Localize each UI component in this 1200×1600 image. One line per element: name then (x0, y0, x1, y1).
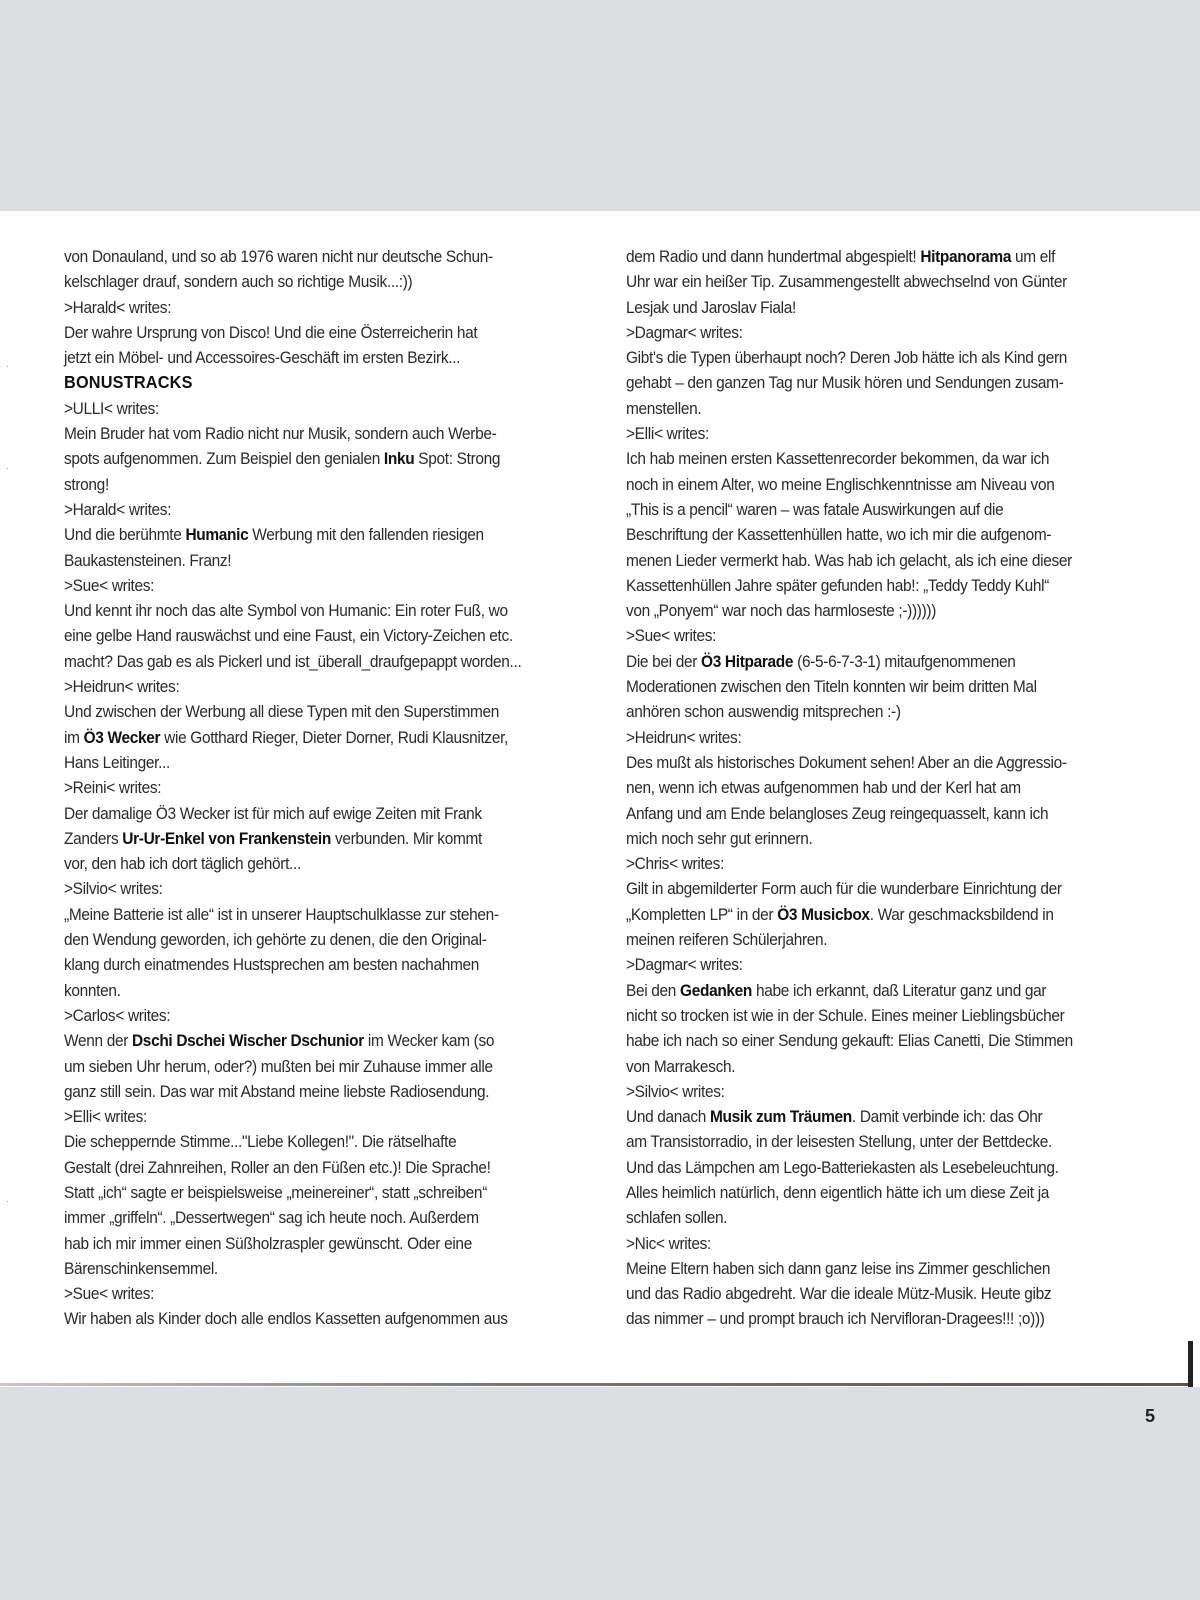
text-run: >Elli< writes: (626, 424, 709, 444)
text-run: Wenn der (64, 1031, 132, 1051)
text-run: und das Radio abgedreht. War die ideale Mütz-Musik. Heute gibz (626, 1284, 1052, 1304)
text-line (64, 1028, 588, 1053)
text-run: Die scheppernde Stimme..."Liebe Kollegen!". Die rätselhafte (64, 1132, 457, 1152)
scan-mark: · (6, 1196, 10, 1207)
text-run: >Sue< writes: (626, 626, 717, 646)
text-line (626, 801, 1150, 826)
text-line (626, 1104, 1150, 1129)
text-line (626, 396, 1150, 421)
text-line (64, 497, 588, 522)
text-run: Spot: Strong (414, 449, 501, 469)
scan-mark: · (6, 463, 10, 474)
text-line (626, 750, 1150, 775)
text-line (626, 244, 1150, 269)
text-line (626, 851, 1150, 876)
text-run: Werbung mit den fallenden riesigen (248, 525, 484, 545)
text-line (626, 927, 1150, 952)
text-line (626, 952, 1150, 977)
text-run: Des mußt als historisches Dokument sehen! Aber an die Aggressio- (626, 752, 1067, 772)
document-page (0, 211, 1200, 1426)
text-run: ganz still sein. Das war mit Abstand meine liebste Radiosendung. (64, 1081, 490, 1101)
text-run: Mein Bruder hat vom Radio nicht nur Musik, sondern auch Werbe- (64, 424, 497, 444)
text-run: >ULLI< writes: (64, 398, 159, 418)
text-run: anhören schon auswendig mitsprechen :-) (626, 702, 901, 722)
text-run: nicht so trocken ist wie in der Schule. Eines meiner Lieblingsbücher (626, 1005, 1065, 1025)
text-line (64, 649, 588, 674)
bold-term: Hitpanorama (920, 247, 1012, 266)
text-line (64, 295, 588, 320)
text-run: Gestalt (drei Zahnreihen, Roller an den Füßen etc.)! Die Sprache! (64, 1157, 491, 1177)
text-line (64, 421, 588, 446)
text-run: wie Gotthard Rieger, Dieter Dorner, Rudi Klausnitzer, (160, 727, 509, 747)
text-run: noch in einem Alter, wo meine Englischkenntnisse am Niveau von (626, 474, 1055, 494)
text-run: mich noch sehr gut erinnern. (626, 828, 813, 848)
text-run: menstellen. (626, 398, 702, 418)
text-run: im (64, 727, 84, 747)
text-line (64, 548, 588, 573)
text-run: >Silvio< writes: (64, 879, 163, 899)
text-run: Alles heimlich natürlich, denn eigentlich hätte ich um diese Zeit ja (626, 1182, 1050, 1202)
text-run: schlafen sollen. (626, 1208, 728, 1228)
text-run: Und kennt ihr noch das alte Symbol von Humanic: Ein roter Fuß, wo (64, 601, 508, 621)
text-line (626, 1281, 1150, 1306)
text-line (626, 573, 1150, 598)
text-line (626, 497, 1150, 522)
right-column (626, 244, 1150, 1332)
section-heading (64, 370, 588, 395)
text-line (626, 295, 1150, 320)
text-run: den Wendung geworden, ich gehörte zu denen, die den Original- (64, 930, 487, 950)
text-run: Zanders (64, 828, 123, 848)
text-run: habe ich erkannt, daß Literatur ganz und gar (752, 980, 1047, 1000)
text-run: >Silvio< writes: (626, 1081, 725, 1101)
text-line (626, 699, 1150, 724)
text-run: Bärenschinkensemmel. (64, 1258, 218, 1278)
text-line (626, 446, 1150, 471)
text-run: Die bei der (626, 651, 702, 671)
text-run: „Kompletten LP“ in der (626, 904, 778, 924)
bold-term: Ö3 Wecker (83, 727, 161, 747)
text-run: >Sue< writes: (64, 1284, 155, 1304)
text-line (64, 623, 588, 648)
text-line (64, 1129, 588, 1154)
text-line (64, 927, 588, 952)
text-run: Ich hab meinen ersten Kassettenrecorder bekommen, da war ich (626, 449, 1050, 469)
text-line (626, 1054, 1150, 1079)
text-run: Der damalige Ö3 Wecker ist für mich auf ewige Zeiten mit Frank (64, 803, 482, 823)
text-line (626, 775, 1150, 800)
text-line (626, 345, 1150, 370)
text-line (64, 1256, 588, 1281)
text-line (64, 775, 588, 800)
text-line (626, 1129, 1150, 1154)
text-run: hab ich mir immer einen Süßholzraspler gewünscht. Oder eine (64, 1233, 472, 1253)
text-line (64, 522, 588, 547)
text-line (626, 623, 1150, 648)
text-run: Lesjak und Jaroslav Fiala! (626, 297, 796, 317)
text-line (64, 1281, 588, 1306)
text-run: von Donauland, und so ab 1976 waren nicht nur deutsche Schun- (64, 247, 493, 266)
text-line (626, 826, 1150, 851)
text-run: konnten. (64, 980, 121, 1000)
text-line (64, 446, 588, 471)
text-run: Und die berühmte (64, 525, 186, 545)
text-line (626, 320, 1150, 345)
text-run: dem Radio und dann hundertmal abgespielt! (626, 247, 921, 266)
text-run: Statt „ich“ sagte er beispielsweise „meinereiner“, statt „schreiben“ (64, 1182, 488, 1202)
text-run: >Dagmar< writes: (626, 322, 743, 342)
text-run: das nimmer – und prompt brauch ich Nervifloran-Dragees!!! ;o))) (626, 1309, 1045, 1329)
text-run: spots aufgenommen. Zum Beispiel den genialen (64, 449, 384, 469)
text-run: >Chris< writes: (626, 854, 725, 874)
text-line (64, 1306, 588, 1331)
text-line (64, 573, 588, 598)
text-run: vor, den hab ich dort täglich gehört... (64, 854, 301, 874)
text-line (64, 269, 588, 294)
text-line (64, 952, 588, 977)
text-run: von Marrakesch. (626, 1056, 736, 1076)
text-run: Gibt's die Typen überhaupt noch? Deren Job hätte ich als Kind gern (626, 348, 1068, 368)
text-line (626, 876, 1150, 901)
text-line (64, 902, 588, 927)
text-run: immer „griffeln“. „Dessertwegen“ sag ich heute noch. Außerdem (64, 1208, 479, 1228)
bold-term: Ö3 Musicbox (777, 904, 870, 924)
text-run: >Harald< writes: (64, 499, 172, 519)
text-line (626, 902, 1150, 927)
text-run: meinen reiferen Schülerjahren. (626, 930, 828, 950)
text-run: kelschlager drauf, sondern auch so richtige Musik...:)) (64, 272, 413, 292)
text-line (64, 345, 588, 370)
text-line (64, 396, 588, 421)
text-run: Wir haben als Kinder doch alle endlos Kassetten aufgenommen aus (64, 1309, 508, 1329)
bold-term: Ö3 Hitparade (701, 651, 794, 671)
text-run: >Heidrun< writes: (626, 727, 742, 747)
text-run: von „Ponyem“ war noch das harmloseste ;-)))))) (626, 601, 937, 621)
text-line (626, 421, 1150, 446)
text-run: Gilt in abgemilderter Form auch für die wunderbare Einrichtung der (626, 879, 1062, 899)
text-line (64, 725, 588, 750)
text-line (64, 851, 588, 876)
text-line (626, 1003, 1150, 1028)
text-run: Baukastensteinen. Franz! (64, 550, 232, 570)
text-line (64, 978, 588, 1003)
bold-term: Gedanken (680, 980, 753, 1000)
text-run: „This is a pencil“ waren – was fatale Auswirkungen auf die (626, 499, 1004, 519)
text-run: menen Lieder vermerkt hab. Was hab ich gelacht, als ich eine dieser (626, 550, 1072, 570)
text-line (64, 1104, 588, 1129)
scan-mark: · (6, 361, 10, 372)
text-line (626, 1231, 1150, 1256)
text-line (64, 876, 588, 901)
text-line (626, 725, 1150, 750)
text-run: Und danach (626, 1107, 710, 1127)
text-run: >Harald< writes: (64, 297, 172, 317)
text-line (64, 826, 588, 851)
text-run: Moderationen zwischen den Titeln konnten wir beim dritten Mal (626, 677, 1037, 697)
text-line (626, 1079, 1150, 1104)
text-run: am Transistorradio, in der leisesten Stellung, unter der Bettdecke. (626, 1132, 1052, 1152)
text-line (626, 1256, 1150, 1281)
text-run: um elf (1011, 247, 1056, 266)
text-line (64, 472, 588, 497)
text-line (64, 320, 588, 345)
text-run: Beschriftung der Kassettenhüllen hatte, wo ich mir die aufgenom- (626, 525, 1052, 545)
text-run: >Dagmar< writes: (626, 955, 743, 975)
text-run: klang durch einatmendes Hustsprechen am besten nachahmen (64, 955, 479, 975)
text-run: strong! (64, 474, 109, 494)
text-run: im Wecker kam (so (363, 1031, 495, 1051)
text-run: >Sue< writes: (64, 575, 155, 595)
page-bottom-rule (0, 1383, 1188, 1386)
text-line (64, 244, 588, 269)
text-run: Hans Leitinger... (64, 752, 170, 772)
bold-term: Dschi Dschei Wischer Dschunior (131, 1031, 364, 1051)
text-line (626, 598, 1150, 623)
text-run: Und das Lämpchen am Lego-Batteriekasten als Lesebeleuchtung. (626, 1157, 1059, 1177)
text-run: um sieben Uhr herum, oder?) mußten bei mir Zuhause immer alle (64, 1056, 493, 1076)
text-run: >Elli< writes: (64, 1107, 147, 1127)
text-run: eine gelbe Hand rauswächst und eine Faust, ein Victory-Zeichen etc. (64, 626, 513, 646)
text-run: Und zwischen der Werbung all diese Typen mit den Superstimmen (64, 702, 500, 722)
bold-term: Ur-Ur-Enkel von Frankenstein (122, 828, 332, 848)
text-line (64, 674, 588, 699)
text-run: macht? Das gab es als Pickerl und ist_überall_draufgepappt worden... (64, 651, 522, 671)
text-run: . Damit verbinde ich: das Ohr (851, 1107, 1043, 1127)
text-line (64, 750, 588, 775)
text-line (64, 1003, 588, 1028)
text-run: BONUSTRACKS (64, 372, 193, 393)
text-line (64, 598, 588, 623)
text-line (626, 1028, 1150, 1053)
text-line (64, 1205, 588, 1230)
text-line (64, 1079, 588, 1104)
text-line (64, 801, 588, 826)
text-run: Anfang und am Ende belangloses Zeug reingequasselt, kann ich (626, 803, 1049, 823)
text-run: >Heidrun< writes: (64, 677, 180, 697)
text-line (626, 472, 1150, 497)
text-line (64, 1180, 588, 1205)
text-line (626, 1180, 1150, 1205)
text-line (626, 1306, 1150, 1331)
text-run: gehabt – den ganzen Tag nur Musik hören und Sendungen zusam- (626, 373, 1064, 393)
text-line (626, 269, 1150, 294)
text-run: nen, wenn ich etwas aufgenommen hab und der Kerl hat am (626, 778, 1021, 798)
text-run: >Carlos< writes: (64, 1005, 171, 1025)
text-run: Uhr war ein heißer Tip. Zusammengestellt abwechselnd von Günter (626, 272, 1067, 292)
text-line (626, 548, 1150, 573)
text-run: habe ich nach so einer Sendung gekauft: Elias Canetti, Die Stimmen (626, 1031, 1073, 1051)
text-run: Kassettenhüllen Jahre später gefunden hab!: „Teddy Teddy Kuhl“ (626, 575, 1050, 595)
page-number: 5 (1145, 1406, 1156, 1426)
text-line (64, 1155, 588, 1180)
text-line (64, 1231, 588, 1256)
text-line (626, 370, 1150, 395)
bold-term: Humanic (185, 525, 249, 545)
text-run: >Reini< writes: (64, 778, 162, 798)
text-run: „Meine Batterie ist alle“ ist in unserer Hauptschulklasse zur stehen- (64, 904, 499, 924)
text-run: . War geschmacksbildend in (869, 904, 1054, 924)
text-line (626, 978, 1150, 1003)
text-run: >Nic< writes: (626, 1233, 711, 1253)
text-line (64, 1054, 588, 1079)
text-run: jetzt ein Möbel- und Accessoires-Geschäft im ersten Bezirk... (64, 348, 461, 368)
bold-term: Musik zum Träumen (709, 1107, 852, 1127)
bold-term: Inku (383, 449, 415, 469)
text-run: Meine Eltern haben sich dann ganz leise ins Zimmer geschlichen (626, 1258, 1051, 1278)
text-line (626, 1205, 1150, 1230)
left-column (64, 244, 588, 1332)
text-line (626, 674, 1150, 699)
text-line (626, 1155, 1150, 1180)
page-edge-shadow (1188, 1341, 1193, 1387)
text-run: verbunden. Mir kommt (331, 828, 482, 848)
text-line (64, 699, 588, 724)
text-line (626, 522, 1150, 547)
text-line (626, 649, 1150, 674)
text-run: Bei den (626, 980, 681, 1000)
text-run: (6-5-6-7-3-1) mitaufgenommenen (793, 651, 1016, 671)
text-run: Der wahre Ursprung von Disco! Und die eine Österreicherin hat (64, 322, 478, 342)
